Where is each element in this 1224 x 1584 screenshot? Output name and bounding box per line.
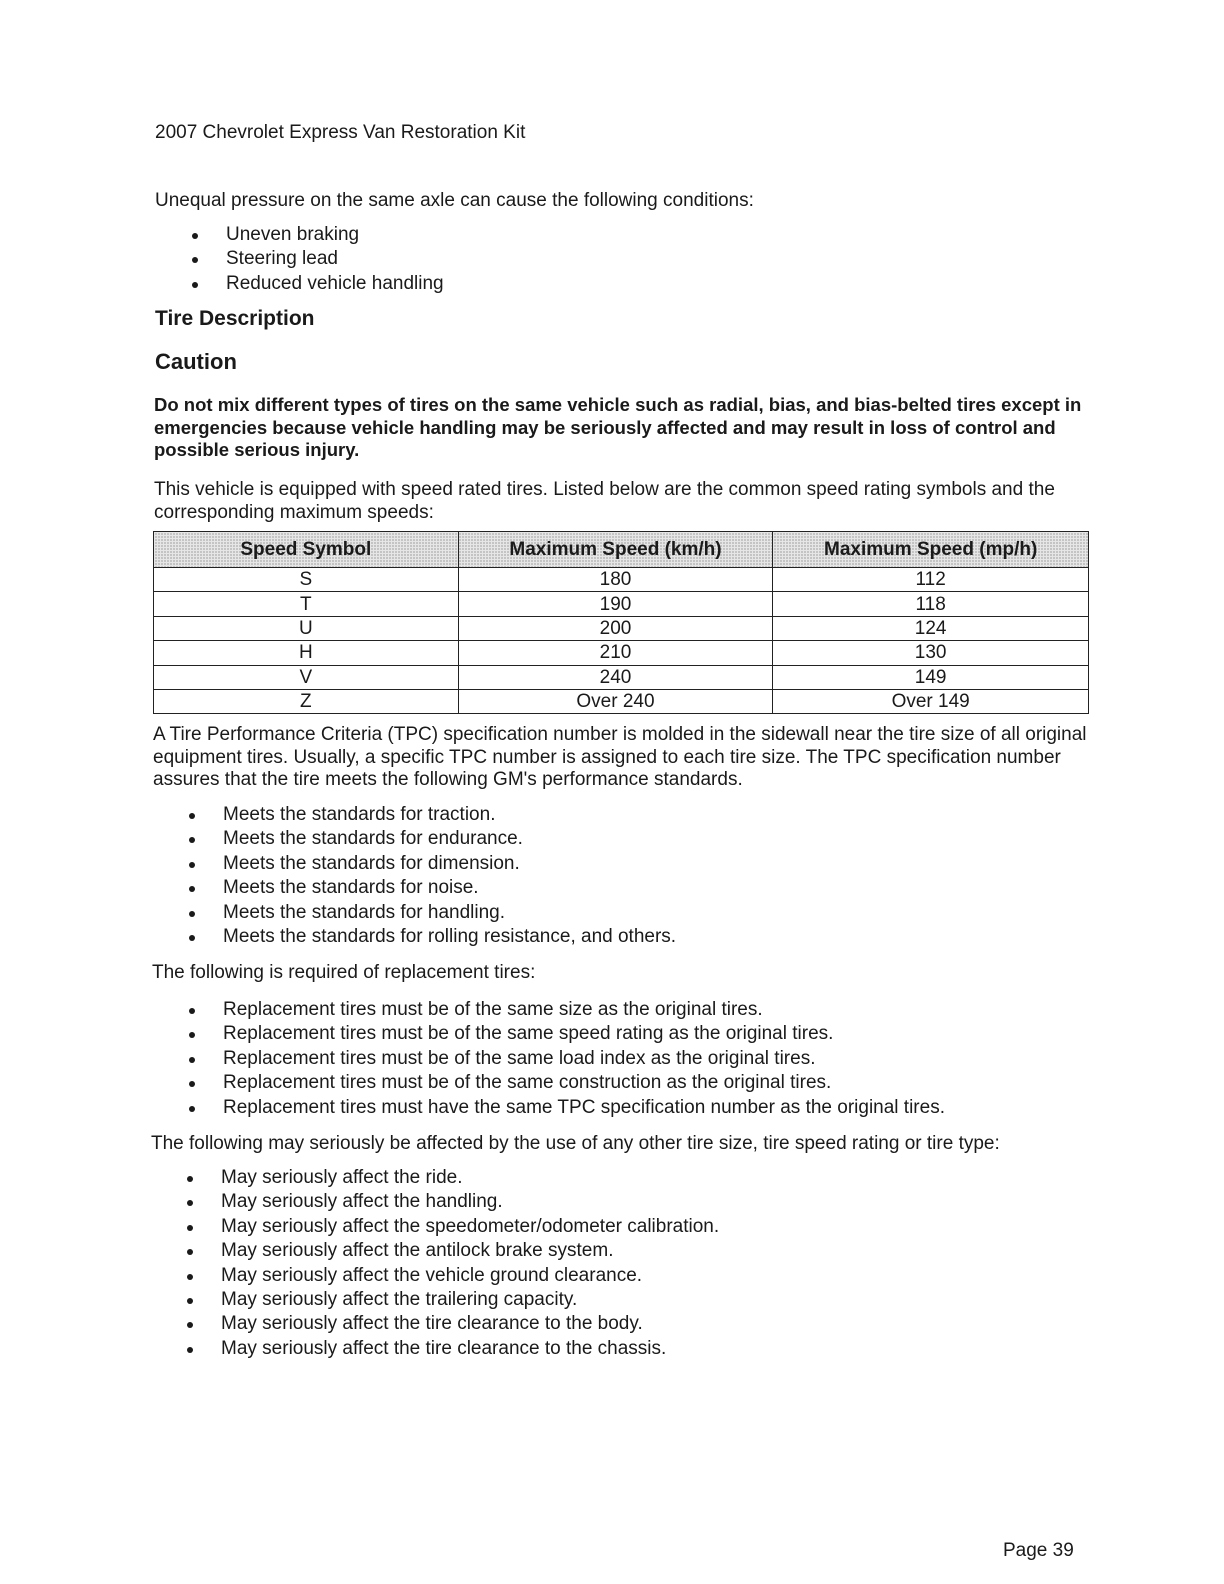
mph-cell: 149 xyxy=(773,665,1089,689)
mph-cell: 112 xyxy=(773,568,1089,592)
kmh-cell: 240 xyxy=(458,665,773,689)
table-row xyxy=(154,641,1089,665)
caution-title: Caution xyxy=(155,349,237,374)
speed-symbol-cell: Z xyxy=(154,689,459,713)
speed-symbol-cell: U xyxy=(154,616,459,640)
unequal-pressure-intro: Unequal pressure on the same axle can cause the following conditions: xyxy=(155,190,754,211)
list-item: May seriously affect the antilock brake system. xyxy=(221,1239,719,1263)
speed-symbol-cell: V xyxy=(154,665,459,689)
kmh-cell: 190 xyxy=(458,592,773,616)
effects-list xyxy=(221,1166,719,1361)
section-title: Tire Description xyxy=(155,307,315,330)
kmh-cell: 200 xyxy=(458,616,773,640)
list-item: Meets the standards for traction. xyxy=(223,803,676,827)
kmh-cell: Over 240 xyxy=(458,689,773,713)
tpc-paragraph: A Tire Performance Criteria (TPC) specification number is molded in the sidewall near the tire size of all original equipment tires. Usually, a specific TPC number is assigned to each tire size. The TPC specification number assures that the tire meets the following GM's performance standards. xyxy=(153,724,1087,790)
list-item: May seriously affect the tire clearance to the chassis. xyxy=(221,1337,719,1361)
speed-rating-table xyxy=(153,531,1089,714)
list-item: Replacement tires must be of the same speed rating as the original tires. xyxy=(223,1022,945,1046)
document-header: 2007 Chevrolet Express Van Restoration Kit xyxy=(155,122,526,143)
list-item: Meets the standards for endurance. xyxy=(223,827,676,851)
list-item: Replacement tires must be of the same size as the original tires. xyxy=(223,998,945,1022)
speed-symbol-cell: H xyxy=(154,641,459,665)
list-item: May seriously affect the ride. xyxy=(221,1166,719,1190)
list-item: Replacement tires must be of the same construction as the original tires. xyxy=(223,1071,945,1095)
speed-rating-intro: This vehicle is equipped with speed rated tires. Listed below are the common speed rating symbols and the corresponding maximum speeds: xyxy=(154,479,1055,523)
column-header: Maximum Speed (km/h) xyxy=(458,532,773,568)
list-item: May seriously affect the handling. xyxy=(221,1190,719,1214)
table-header-row xyxy=(154,532,1089,568)
kmh-cell: 210 xyxy=(458,641,773,665)
list-item: May seriously affect the speedometer/odometer calibration. xyxy=(221,1215,719,1239)
table-row xyxy=(154,689,1089,713)
conditions-list xyxy=(226,223,444,296)
list-item: Replacement tires must be of the same load index as the original tires. xyxy=(223,1047,945,1071)
caution-text: Do not mix different types of tires on the same vehicle such as radial, bias, and bias-belted tires except in emergencies because vehicle handling may be seriously affected and may result in loss of control and possible serious injury. xyxy=(154,394,1082,460)
mph-cell: Over 149 xyxy=(773,689,1089,713)
column-header: Maximum Speed (mp/h) xyxy=(773,532,1089,568)
list-item: May seriously affect the tire clearance to the body. xyxy=(221,1312,719,1336)
kmh-cell: 180 xyxy=(458,568,773,592)
replacement-intro: The following is required of replacement tires: xyxy=(152,962,536,983)
table-row xyxy=(154,592,1089,616)
tpc-standards-list xyxy=(223,803,676,949)
speed-symbol-cell: T xyxy=(154,592,459,616)
effects-intro: The following may seriously be affected by the use of any other tire size, tire speed rating or tire type: xyxy=(151,1133,1000,1154)
list-item: Uneven braking xyxy=(226,223,444,247)
list-item: Meets the standards for rolling resistance, and others. xyxy=(223,925,676,949)
list-item: Meets the standards for noise. xyxy=(223,876,676,900)
page-number: Page 39 xyxy=(1003,1540,1074,1561)
table-row xyxy=(154,665,1089,689)
list-item: May seriously affect the vehicle ground clearance. xyxy=(221,1264,719,1288)
list-item: Meets the standards for handling. xyxy=(223,901,676,925)
list-item: Reduced vehicle handling xyxy=(226,272,444,296)
speed-symbol-cell: S xyxy=(154,568,459,592)
list-item: Steering lead xyxy=(226,247,444,271)
list-item: Replacement tires must have the same TPC specification number as the original tires. xyxy=(223,1096,945,1120)
list-item: Meets the standards for dimension. xyxy=(223,852,676,876)
mph-cell: 118 xyxy=(773,592,1089,616)
mph-cell: 124 xyxy=(773,616,1089,640)
mph-cell: 130 xyxy=(773,641,1089,665)
table-row xyxy=(154,568,1089,592)
column-header: Speed Symbol xyxy=(154,532,459,568)
replacement-rules-list xyxy=(223,998,945,1120)
list-item: May seriously affect the trailering capacity. xyxy=(221,1288,719,1312)
table-row xyxy=(154,616,1089,640)
